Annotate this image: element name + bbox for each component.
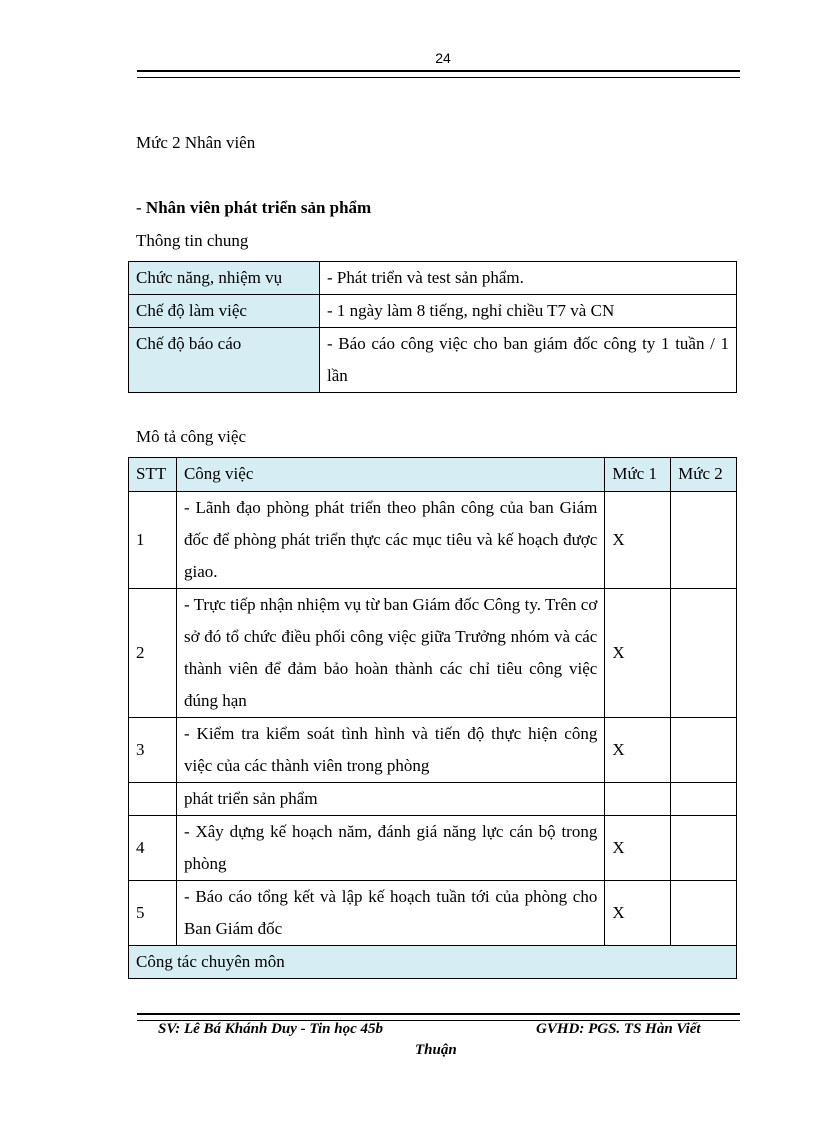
general-info-label: Thông tin chung	[136, 231, 249, 250]
table-row	[129, 816, 737, 881]
row-level1: X	[605, 718, 671, 783]
info-row	[129, 328, 737, 393]
row-stt: 4	[129, 816, 177, 881]
footer-student: SV: Lê Bá Khánh Duy - Tin học 45b	[158, 1021, 384, 1037]
table-row	[129, 589, 737, 718]
table-row	[129, 881, 737, 946]
header-task: Công việc	[176, 458, 604, 492]
footer-rule	[137, 1013, 740, 1021]
info-label: Chế độ làm việc	[129, 295, 320, 328]
info-label: Chế độ báo cáo	[129, 328, 320, 393]
footer-advisor: GVHD: PGS. TS Hàn Viết	[536, 1021, 701, 1037]
row-stt: 1	[129, 492, 177, 589]
job-desc-label: Mô tả công việc	[136, 427, 246, 446]
header-stt: STT	[129, 458, 177, 492]
row-task: - Trực tiếp nhận nhiệm vụ từ ban Giám đốc Công ty. Trên cơ sở đó tổ chức điều phối công việc giữa Trưởng nhóm và các thành viên để đảm bảo hoàn thành các chỉ tiêu công việc đúng hạn	[176, 589, 604, 718]
role-prefix: -	[136, 198, 146, 217]
task-table	[128, 457, 737, 979]
row-stt: 3	[129, 718, 177, 783]
info-value: - Báo cáo công việc cho ban giám đốc công ty 1 tuần / 1 lần	[320, 328, 737, 393]
row-level1: X	[605, 589, 671, 718]
row-stt: 5	[129, 881, 177, 946]
footer-row-label: Công tác chuyên môn	[129, 946, 737, 979]
info-row	[129, 262, 737, 295]
page-number: 24	[435, 50, 451, 66]
row-stt	[129, 783, 177, 816]
row-stt: 2	[129, 589, 177, 718]
row-level2	[671, 492, 737, 589]
header-level2: Mức 2	[671, 458, 737, 492]
footer-advisor-cont: Thuận	[415, 1042, 457, 1058]
row-level1: X	[605, 492, 671, 589]
row-level2	[671, 783, 737, 816]
info-value: - 1 ngày làm 8 tiếng, nghỉ chiều T7 và CN	[320, 295, 737, 328]
row-level1: X	[605, 881, 671, 946]
row-level2	[671, 589, 737, 718]
header-level1: Mức 1	[605, 458, 671, 492]
info-value: - Phát triển và test sản phẩm.	[320, 262, 737, 295]
row-level1	[605, 783, 671, 816]
row-task: - Kiểm tra kiểm soát tình hình và tiến độ thực hiện công việc của các thành viên trong phòng	[176, 718, 604, 783]
info-row	[129, 295, 737, 328]
row-level1: X	[605, 816, 671, 881]
table-row	[129, 492, 737, 589]
row-task: - Xây dựng kế hoạch năm, đánh giá năng lực cán bộ trong phòng	[176, 816, 604, 881]
table-row	[129, 783, 737, 816]
header-rule	[137, 70, 740, 78]
row-level2	[671, 816, 737, 881]
row-task: - Lãnh đạo phòng phát triển theo phân công của ban Giám đốc để phòng phát triển thực các mục tiêu và kế hoạch được giao.	[176, 492, 604, 589]
level-heading: Mức 2 Nhân viên	[136, 133, 256, 152]
table-header-row	[129, 458, 737, 492]
general-info-table	[128, 261, 737, 393]
row-level2	[671, 881, 737, 946]
role-heading	[136, 198, 371, 218]
table-row	[129, 718, 737, 783]
row-task: - Báo cáo tổng kết và lập kế hoạch tuần tới của phòng cho Ban Giám đốc	[176, 881, 604, 946]
role-title: Nhân viên phát triển sản phẩm	[145, 198, 372, 217]
info-label: Chức năng, nhiệm vụ	[129, 262, 320, 295]
row-level2	[671, 718, 737, 783]
table-footer-row	[129, 946, 737, 979]
row-task: phát triển sản phẩm	[176, 783, 604, 816]
